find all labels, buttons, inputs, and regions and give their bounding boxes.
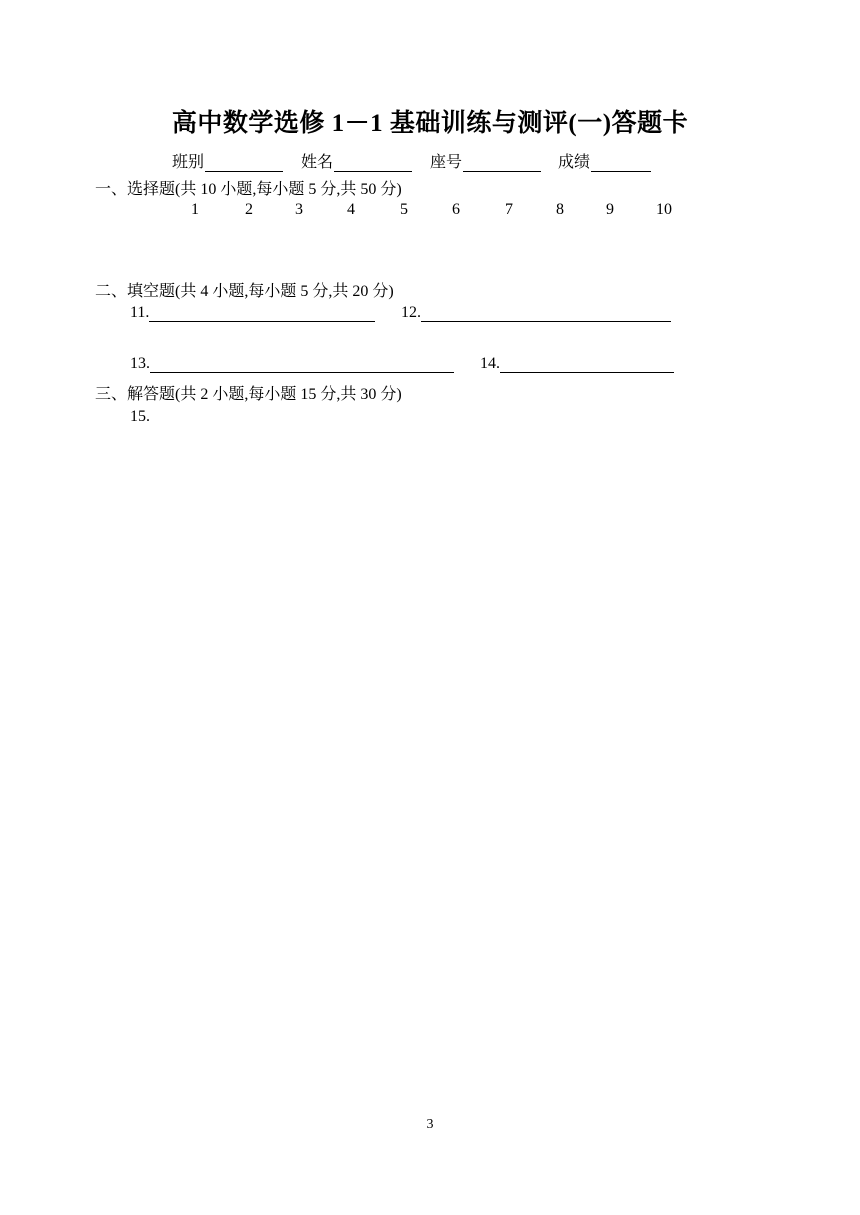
fill-item-number: 14. bbox=[480, 355, 500, 372]
choice-number: 2 bbox=[245, 201, 253, 218]
fill-item-14 bbox=[480, 355, 674, 373]
fill-item-number: 11. bbox=[130, 304, 150, 321]
section-fill-heading: 二、填空题(共 4 小题,每小题 5 分,共 20 分) bbox=[95, 283, 394, 300]
name-blank[interactable] bbox=[334, 155, 412, 172]
choice-number: 5 bbox=[400, 201, 408, 218]
fill-answer-blank[interactable] bbox=[150, 356, 454, 373]
fill-item-11 bbox=[130, 304, 375, 322]
class-label: 班别 bbox=[172, 154, 205, 171]
name-field bbox=[301, 149, 412, 172]
student-info-row bbox=[172, 149, 651, 172]
choice-number: 3 bbox=[295, 201, 303, 218]
choice-number: 10 bbox=[656, 201, 672, 218]
page-number: 3 bbox=[426, 1117, 434, 1132]
seat-label: 座号 bbox=[430, 154, 463, 171]
seat-field bbox=[430, 149, 541, 172]
solve-item-15: 15. bbox=[130, 408, 150, 425]
fill-item-13 bbox=[130, 355, 454, 373]
fill-item-number: 12. bbox=[401, 304, 421, 321]
choice-number: 8 bbox=[556, 201, 564, 218]
class-field bbox=[172, 149, 283, 172]
score-label: 成绩 bbox=[558, 154, 591, 171]
choice-number: 4 bbox=[347, 201, 355, 218]
section-solve-heading: 三、解答题(共 2 小题,每小题 15 分,共 30 分) bbox=[95, 386, 402, 403]
score-field bbox=[558, 149, 651, 172]
score-blank[interactable] bbox=[591, 155, 651, 172]
name-label: 姓名 bbox=[301, 154, 334, 171]
fill-item-12 bbox=[401, 304, 671, 322]
choice-number: 9 bbox=[606, 201, 614, 218]
class-blank[interactable] bbox=[205, 155, 283, 172]
choice-number: 1 bbox=[191, 201, 199, 218]
fill-item-number: 13. bbox=[130, 355, 150, 372]
choice-number: 6 bbox=[452, 201, 460, 218]
fill-answer-blank[interactable] bbox=[421, 305, 671, 322]
fill-answer-blank[interactable] bbox=[500, 356, 674, 373]
section-choice-heading: 一、选择题(共 10 小题,每小题 5 分,共 50 分) bbox=[95, 181, 402, 198]
seat-blank[interactable] bbox=[463, 155, 541, 172]
fill-answer-blank[interactable] bbox=[149, 305, 375, 322]
page-title: 高中数学选修 1－1 基础训练与测评(一)答题卡 bbox=[171, 110, 689, 137]
choice-number: 7 bbox=[505, 201, 513, 218]
